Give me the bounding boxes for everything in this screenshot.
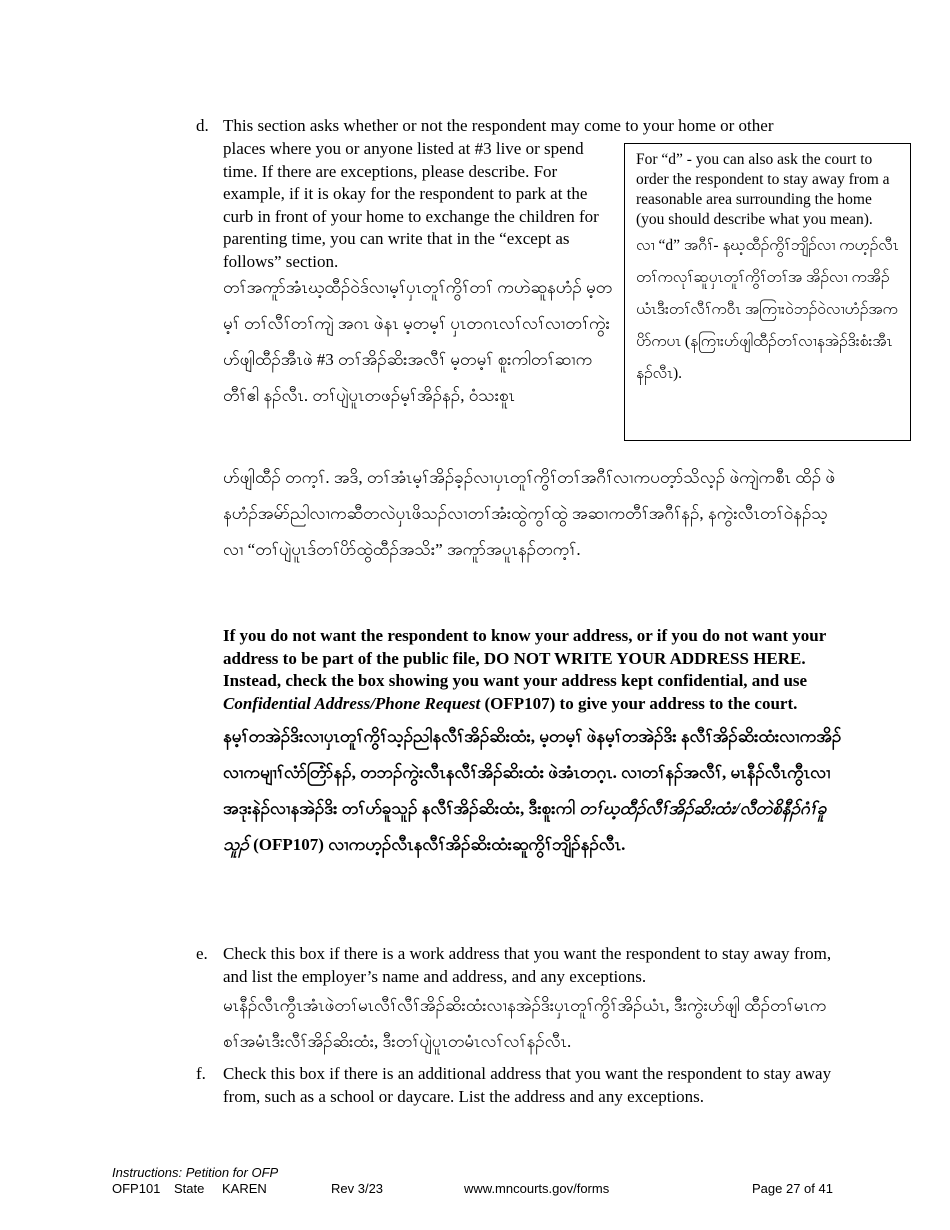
item-f-english-text: Check this box if there is an additional address that you want the respondent to stay away from, such as a school or daycare. List the address and any exceptions. [223, 1064, 832, 1106]
item-d-karen-continued: ဟ်ဖျါထီၣ် တက့ၢ်. အဒိ, တၢ်အံၤမ့ၢ်အိၣ်ခ့ၣ်လၢပှၤတူၢ်ကွိၢ်တၢ်အဂီၢ်လၢကပတ့ာ်သိလ့ၣ် ဖဲကျဲကစီၤ ထိၣ် ဖဲနဟံၣ်အမ်ာ်ညါလၢကဆီတလဲပှၤဖိသၣ်လၢတၢ်အံးထွဲကွၢ်ထွဲ အဆၢကတီၢ်အဂီၢ်နၣ်, နကွဲးလီၤတၢ်ဝဲနၣ်သ့လၢ “တၢ်ပျဲပူၤဒ်တၢ်ပိာ်ထွဲထီၣ်အသိး” အကူာ်အပူၤနၣ်တက့ၢ်. [223, 468, 836, 559]
warning-karen-part2: (OFP107) လၢကဟ့ၣ်လီၤနလီၢ်အိၣ်ဆိးထံးဆူကွိၢ်ဘျိၣ်နၣ်လီၤ. [248, 835, 626, 854]
confidential-address-warning [223, 625, 843, 863]
warning-english-form-name: Confidential Address/Phone Request [223, 693, 481, 713]
item-e-english-text: Check this box if there is a work address that you want the respondent to stay away from, and list the employer’s name and address, and any exceptions. [223, 944, 832, 986]
footer-url: www.mncourts.gov/forms [464, 1181, 610, 1196]
warning-english-text [223, 625, 843, 715]
warning-karen-part1: နမ့ၢ်တအဲၣ်ဒိးလၢပှၤတူၢ်ကွိၢ်သ့ၣ်ညါနလီၢ်အိၣ်ဆိးထံး, မ့တမ့ၢ် ဖဲနမ့ၢ်တအဲၣ်ဒိး နလီၢ်အိၣ်ဆိးထံးလၢကအိၣ်လၢကမျၢၢ်လံာ်တြံာ်နၣ်, တဘၣ်ကွဲးလီၤနလီၢ်အိၣ်ဆိးထံး ဖဲအံၤတဂ့ၤ. လၢတၢ်နၣ်အလီၢ်, မၤနီၣ်လီၤကွီၤလၢအဒုးနဲၣ်လၢနအဲၣ်ဒိး တၢ်ဟ်ခူသူၣ် နလီၢ်အိၣ်ဆိးထံး, ဒီးစူးကါ [223, 727, 842, 818]
footer-page-number: Page 27 of 41 [752, 1181, 833, 1196]
item-e-karen-text: မၤနီၣ်လီၤကွီၤအံၤဖဲတၢ်မၤလီၢ်လီၢ်အိၣ်ဆိးထံးလၢနအဲၣ်ဒိးပှၤတူၢ်ကွိၢ်အိၣ်ယံၤ, ဒီးကွဲးဟ်ဖျါ ထီၣ်တၢ်မၤကစၢ်အမံၤဒီးလီၢ်အိၣ်ဆိးထံး, ဒီးတၢ်ပျဲပူၤတမံၤလၢ်လၢ်နၣ်လီၤ. [223, 996, 827, 1051]
footer-title: Instructions: Petition for OFP [112, 1165, 279, 1180]
callout-karen-text: လၢ “d” အဂီၢ်- နဃ့ထီၣ်ကွိၢ်ဘျိၣ်လၢ ကဟ့ၣ်လီၤတၢ်ကလုၢ်ဆူပှၤတူၢ်ကွိၢ်တၢ်အ အိၣ်လၢ ကအိၣ်ယံၤဒီးတၢ်လီၢ်ကဝီၤ အကြၢးဝဲဘၣ်ဝဲလၢဟံၣ်အကပိာ်ကပၤ (နကြၢးဟ်ဖျါထီၣ်တၢ်လၢနအဲၣ်ဒိးစံးအီၤ နၣ်လီၤ). [636, 237, 899, 382]
footer-language: KAREN [222, 1181, 267, 1196]
note-callout-box [624, 143, 911, 441]
warning-karen-text [223, 719, 843, 863]
warning-karen-form-name: တၢ်ဃ့ထီၣ်လီၢ်အိၣ်ဆိးထံး/လီတဲစိနီၣ်ဂံၢ်ခူသူၣ် [223, 799, 827, 854]
warning-english-part2: (OFP107) to give your address to the court. [480, 693, 798, 713]
item-d-first-line: This section asks whether or not the respondent may come to your home or other [223, 116, 774, 135]
item-f-marker: f. [196, 1064, 206, 1083]
warning-english-part1: If you do not want the respondent to know your address, or if you do not want your address to be part of the public file, DO NOT WRITE YOUR ADDRESS HERE. Instead, check the box showing you want your address kept confidential, and use [223, 626, 826, 690]
item-d-marker: d. [196, 116, 209, 135]
footer-state: State [174, 1181, 205, 1196]
footer-form-number: OFP101 [112, 1181, 161, 1196]
item-e-marker: e. [196, 944, 208, 963]
footer-revision: Rev 3/23 [331, 1181, 384, 1196]
callout-english-text: For “d” - you can also ask the court to order the respondent to stay away from a reasonable area surrounding the home (you should describe what you mean). [636, 151, 890, 228]
item-d-karen-text: တၢ်အကူာ်အံၤဃ့ထီၣ်ဝဲဒ်လၢမ့ၢ်ပှၤတူၢ်ကွိၢ်တၢ် ကဟဲဆူနဟံၣ် မ့တမ့ၢ် တၢ်လီၢ်တၢ်ကျဲ အဂၤ ဖဲနၤ မ့တမ့ၢ် ပှၤတဂၤလၢ်လၢ်လၢတၢ်ကွဲးဟ်ဖျါထီၣ်အီၤဖဲ #3 တၢ်အိၣ်ဆိးအလီၢ် မ့တမ့ၢ် စူးကါတၢ်ဆၢကတီၢ်ဧါ နၣ်လီၤ. တၢ်ပျဲပူၤတဖၣ်မ့ၢ်အိၣ်နၣ်, ဝံသးစူၤ [223, 278, 613, 405]
item-d-english-text: places where you or anyone listed at #3 live or spend time. If there are exceptions, please describe. For example, if it is okay for the respondent to park at the curb in front of your home to exchange the children for parenting time, you can write that in the “except as follows” section. [223, 139, 599, 271]
item-e-block [223, 943, 843, 1060]
